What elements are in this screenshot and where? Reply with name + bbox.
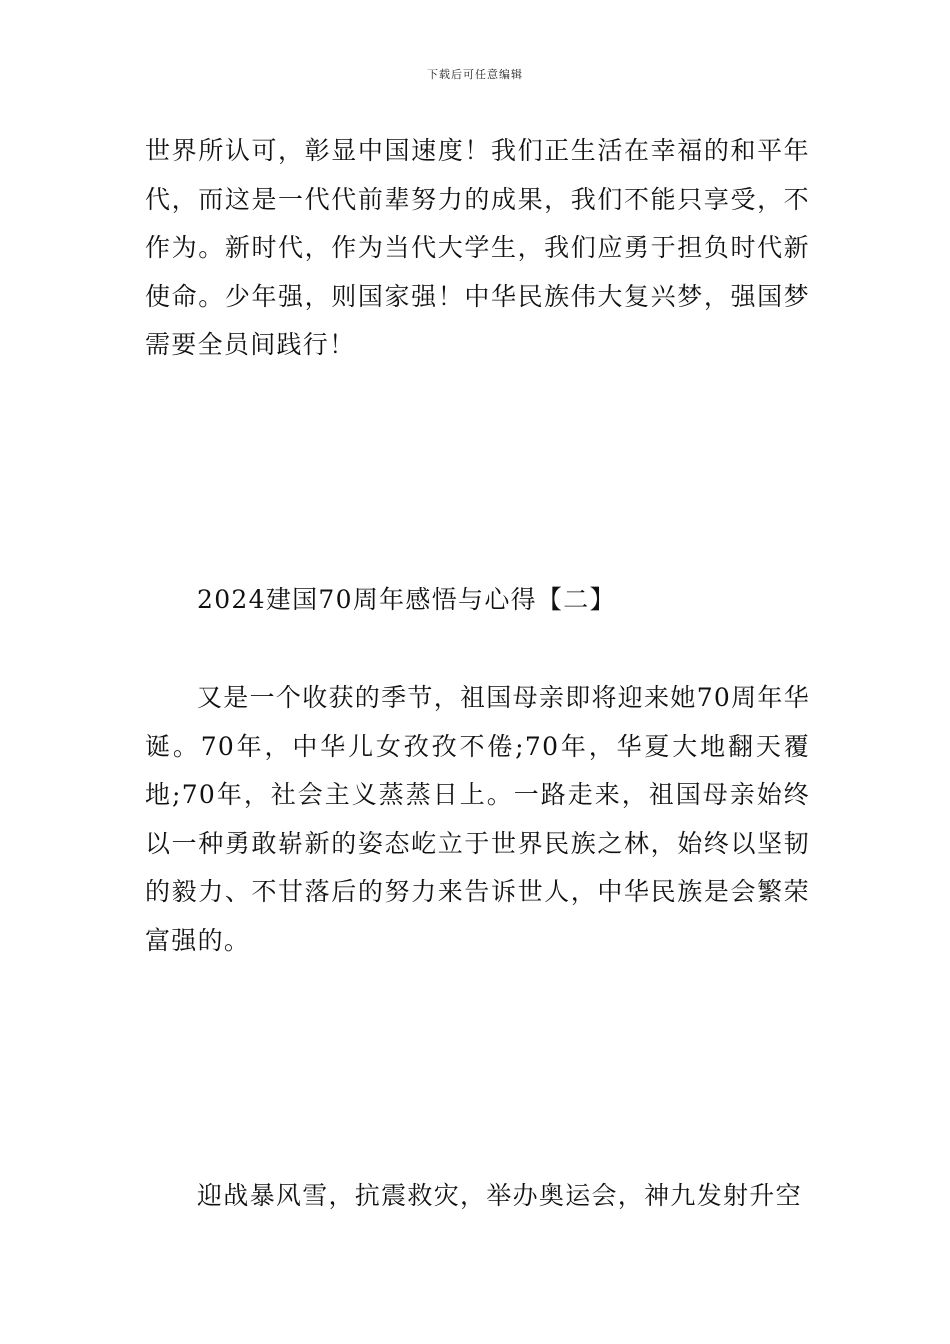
body-paragraph-2: 又是一个收获的季节，祖国母亲即将迎来她70周年华诞。70年，中华儿女孜孜不倦;70年，华夏大地翻天覆地;70年，社会主义蒸蒸日上。一路走来，祖国母亲始终以一种勇敢崭新的姿态屹立于世界民族之林，始终以坚韧的毅力、不甘落后的努力来告诉世人，中华民族是会繁荣富强的。 xyxy=(145,683,811,955)
body-paragraph-3: 迎战暴风雪，抗震救灾，举办奥运会，神九发射升空 xyxy=(197,1181,802,1210)
page-header-note: 下载后可任意编辑 xyxy=(427,68,523,81)
body-paragraph-1: 世界所认可，彰显中国速度！我们正生活在幸福的和平年代，而这是一代代前辈努力的成果，我们不能只享受，不作为。新时代，作为当代大学生，我们应勇于担负时代新使命。少年强，则国家强！中华民族伟大复兴梦，强国梦需要全员间践行！ xyxy=(145,136,810,359)
section-heading: 2024建国70周年感悟与心得【二】 xyxy=(197,585,616,614)
